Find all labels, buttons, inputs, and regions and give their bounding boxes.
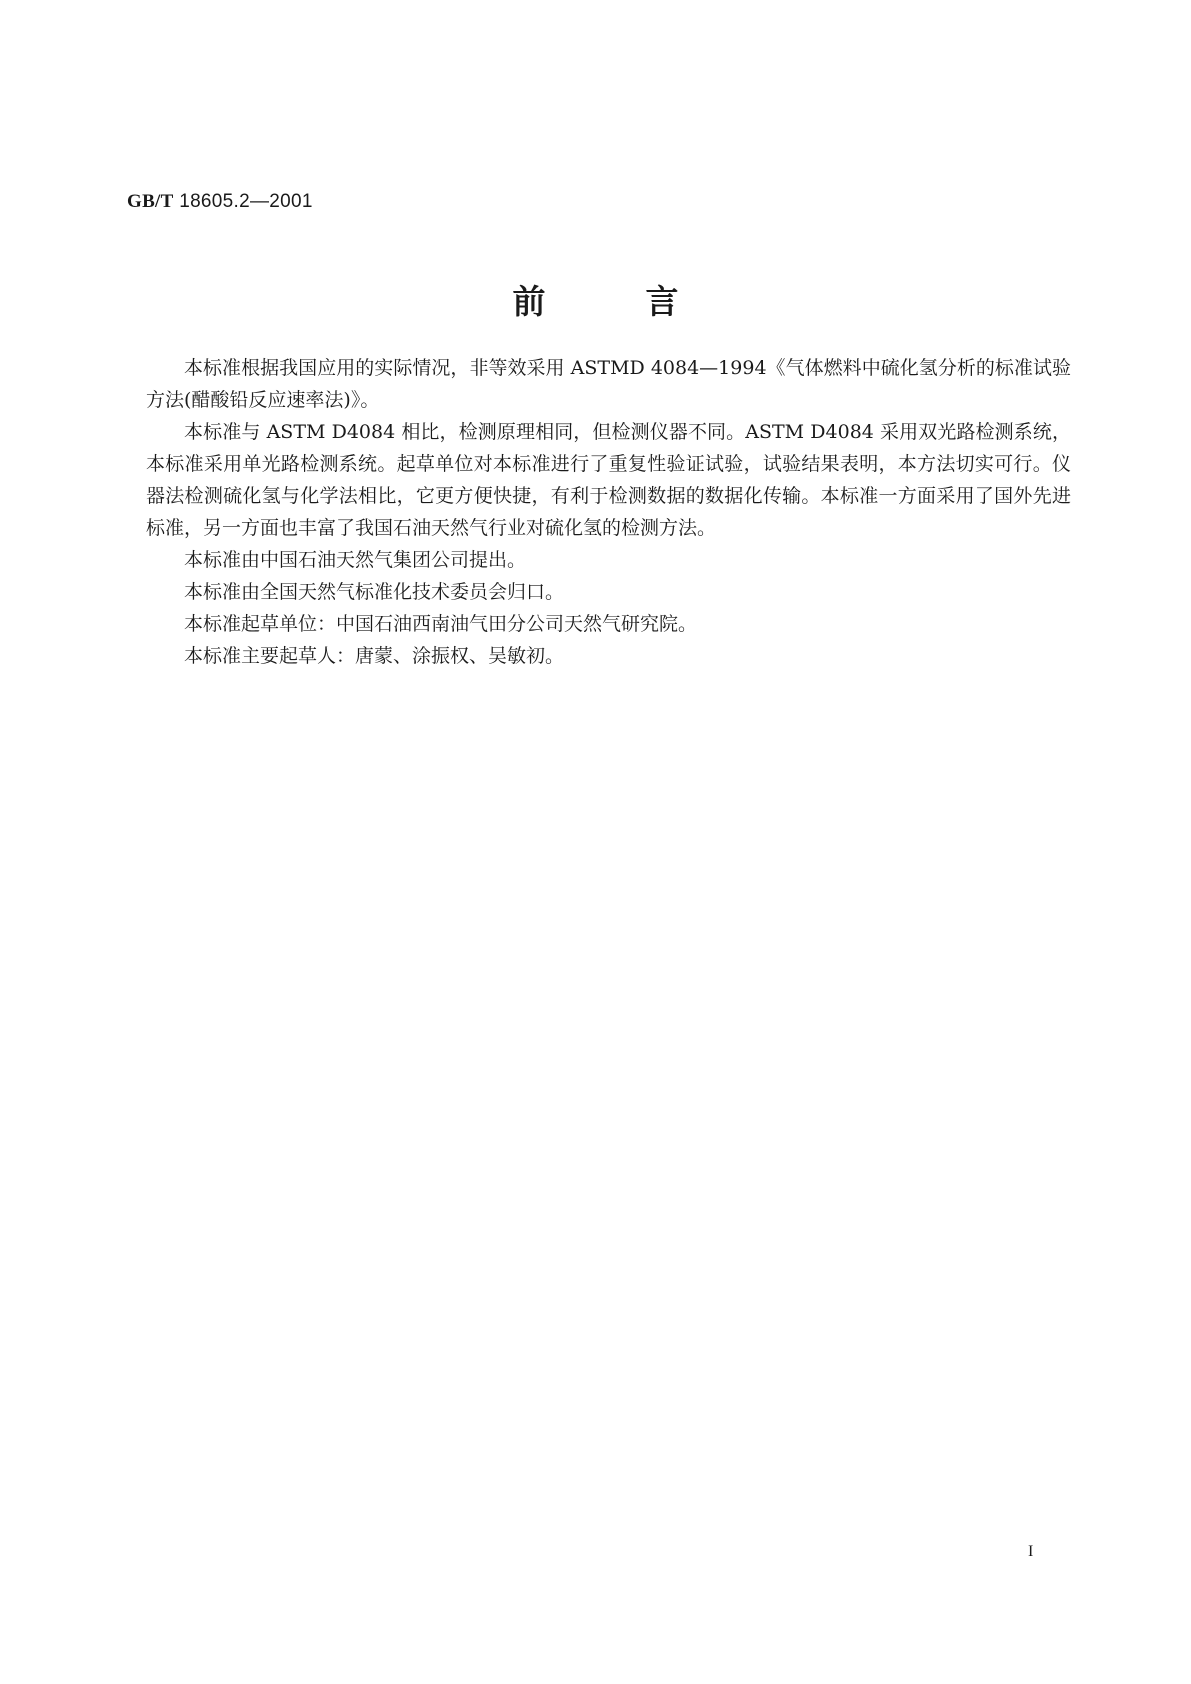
paragraph-proposer: 本标准由中国石油天然气集团公司提出。 (184, 549, 527, 571)
page-number: I (1028, 1543, 1034, 1560)
paragraph-comparison: 本标准与 ASTM D4084 相比，检测原理相同，但检测仪器不同。ASTM D4084 采用双光路检测系统，本标准采用单光路检测系统。起草单位对本标准进行了重复性验证试验，试验结果表明，本方法切实可行。仪器法检测硫化氢与化学法相比，它更方便快捷，有利于检测数据的数据化传输。本标准一方面采用了国外先进标准，另一方面也丰富了我国石油天然气行业对硫化氢的检测方法。 (146, 421, 1071, 539)
paragraph-committee: 本标准由全国天然气标准化技术委员会归口。 (184, 581, 565, 603)
foreword-body (146, 352, 1071, 672)
standard-number-value: 18605.2—2001 (179, 191, 313, 212)
paragraph-drafters: 本标准主要起草人：唐蒙、涂振权、吴敏初。 (184, 645, 565, 667)
standard-number (127, 191, 313, 213)
paragraph-adoption: 本标准根据我国应用的实际情况，非等效采用 ASTMD 4084—1994《气体燃料中硫化氢分析的标准试验方法(醋酸铅反应速率法)》。 (146, 357, 1071, 411)
page-title: 前言 (512, 282, 779, 321)
standard-code: GB/T (127, 191, 174, 212)
paragraph-drafting-unit: 本标准起草单位：中国石油西南油气田分公司天然气研究院。 (184, 613, 698, 635)
